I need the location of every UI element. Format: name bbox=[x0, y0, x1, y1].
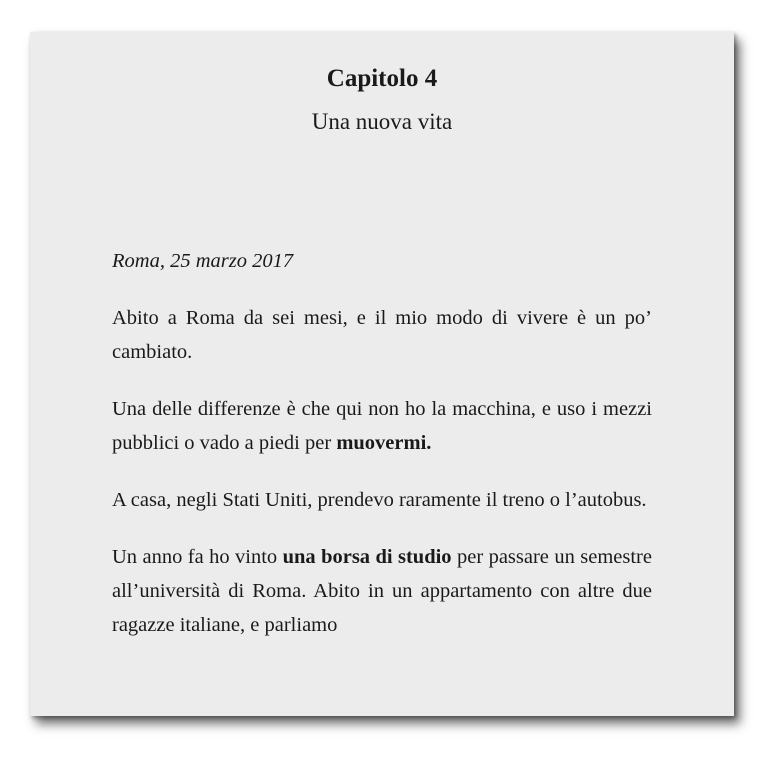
dateline: Roma, 25 marzo 2017 bbox=[112, 250, 294, 272]
chapter-body bbox=[112, 244, 652, 665]
chapter-number: Capitolo 4 bbox=[326, 65, 438, 92]
paragraph-2-text: Una delle differenze è che qui non ho la macchina, e uso i mezzi pubblici o vado a piedi per bbox=[112, 398, 652, 454]
paragraph-1: Abito a Roma da sei mesi, e il mio modo di vivere è un po’ cambiato. bbox=[112, 307, 652, 363]
book-page bbox=[30, 32, 734, 716]
paragraph-3: A casa, negli Stati Uniti, prendevo raramente il treno o l’autobus. bbox=[112, 489, 647, 511]
glossary-term-muovermi: muovermi. bbox=[336, 432, 432, 454]
paragraph-4-tail: per passare un semestre all’università di Roma. Abito in un appartamento con altre due ragazze italiane, e parliamo bbox=[112, 546, 652, 636]
paragraph-2 bbox=[112, 392, 652, 460]
glossary-term-borsa-di-studio: una borsa di studio bbox=[282, 546, 452, 568]
paragraph-4-text: Un anno fa ho vinto bbox=[112, 546, 283, 568]
chapter-title: Una nuova vita bbox=[311, 109, 453, 134]
paragraph-4 bbox=[112, 540, 652, 642]
